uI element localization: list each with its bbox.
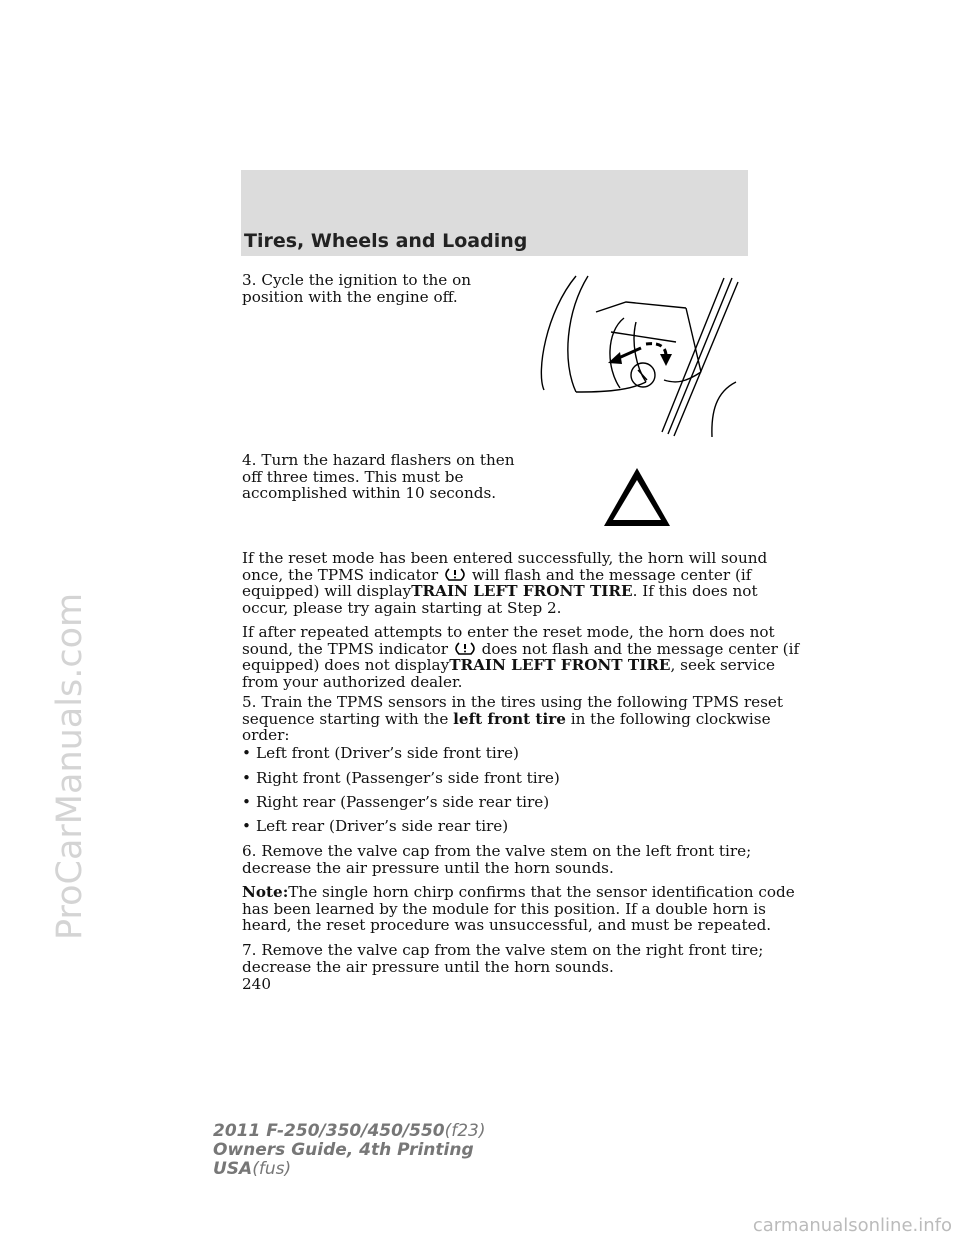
note-text: Note:The single horn chirp confirms that the sensor identification code has been learned by the module for this position. If a double horn is heard, the reset procedure was unsuccessful, and must be repeated. [242, 883, 795, 934]
list-item: • Right front (Passenger’s side front tire) [242, 769, 560, 787]
watermark: ProCarManuals.com [50, 592, 90, 940]
hazard-triangle-icon [602, 466, 672, 528]
step-3-text: 3. Cycle the ignition to the on position with the engine off. [242, 271, 472, 306]
footer-document-info: 2011 F-250/350/450/550(f23) Owners Guide, 4th Printing USA(fus) [213, 1121, 486, 1179]
step-5-text: 5. Train the TPMS sensors in the tires using the following TPMS reset sequence starting with the left front tire in the following clockwise order: [242, 693, 783, 744]
section-title: Tires, Wheels and Loading [244, 230, 528, 252]
section-header [241, 170, 748, 256]
list-item: • Left rear (Driver’s side rear tire) [242, 817, 509, 835]
step-6-text: 6. Remove the valve cap from the valve stem on the left front tire; decrease the air pressure until the horn sounds. [242, 842, 752, 877]
paragraph-reset-failure: If after repeated attempts to enter the reset mode, the horn does not sound, the TPMS indicator does not flash and the message center (if equipped) does not displayTRAIN LEFT FRONT TIRE, seek service from your authorized dealer. [242, 623, 800, 691]
page-number: 240 [242, 975, 271, 993]
tpms-indicator-icon [445, 567, 465, 581]
tpms-indicator-icon [455, 641, 475, 655]
ignition-illustration [536, 272, 748, 438]
list-item: • Left front (Driver’s side front tire) [242, 744, 519, 762]
step-4-text: 4. Turn the hazard flashers on then off three times. This must be accomplished within 10 seconds. [242, 451, 515, 502]
paragraph-reset-success: If the reset mode has been entered successfully, the horn will sound once, the TPMS indicator will flash and the message center (if equipped) will displayTRAIN LEFT FRONT TIRE. If this does not occur, please try again starting at Step 2. [242, 549, 768, 617]
brand-watermark: carmanualsonline.info [752, 1215, 952, 1236]
list-item: • Right rear (Passenger’s side rear tire) [242, 793, 550, 811]
step-7-text: 7. Remove the valve cap from the valve stem on the right front tire; decrease the air pressure until the horn sounds. [242, 941, 764, 976]
